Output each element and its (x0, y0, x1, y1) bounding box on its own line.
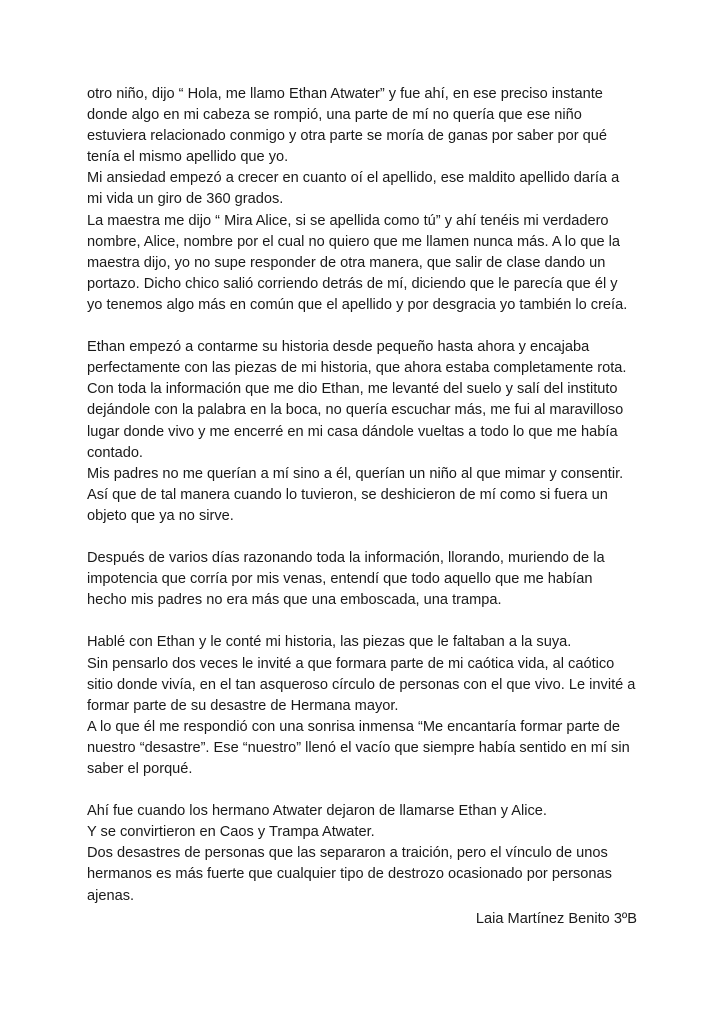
text-line: ajenas. (87, 887, 135, 904)
author-signature: Laia Martínez Benito 3ºB (475, 911, 637, 927)
text-line: A lo que él me respondió con una sonrisa inmensa “Me encantaría formar parte de (87, 718, 620, 735)
text-line: La maestra me dijo “ Mira Alice, si se apellida como tú” y ahí tenéis mi verdadero (87, 212, 609, 229)
paragraph (87, 801, 647, 906)
text-line: dejándole con la palabra en la boca, no quería escuchar más, me fui al maravilloso (87, 402, 624, 419)
paragraph (87, 84, 647, 316)
text-line: objeto que ya no sirve. (87, 507, 234, 524)
text-line: portazo. Dicho chico salió corriendo detrás de mí, diciendo que le parecía que él y (87, 275, 618, 292)
paragraph (87, 548, 647, 611)
paragraph-gap (87, 527, 647, 548)
paragraph-gap (87, 780, 647, 801)
text-line: impotencia que corría por mis venas, entendí que todo aquello que me habían (87, 571, 593, 588)
text-line: Con toda la información que me dio Ethan, me levanté del suelo y salí del instituto (87, 381, 618, 398)
paragraph (87, 337, 647, 527)
text-line: otro niño, dijo “ Hola, me llamo Ethan Atwater” y fue ahí, en ese preciso instante (87, 86, 603, 102)
text-line: contado. (87, 444, 143, 461)
text-line: lugar donde vivo y me encerré en mi casa dándole vueltas a todo lo que me había (87, 423, 618, 440)
text-line: hermanos es más fuerte que cualquier tipo de destrozo ocasionado por personas (87, 866, 612, 883)
text-line: nuestro “desastre”. Ese “nuestro” llenó el vacío que siempre había sentido en mí sin (87, 739, 630, 756)
text-line: Sin pensarlo dos veces le invité a que formara parte de mi caótica vida, al caótico (87, 655, 615, 672)
text-line: nombre, Alice, nombre por el cual no quiero que me llamen nunca más. A lo que la (87, 233, 620, 250)
text-line: formar parte de su desastre de Hermana mayor. (87, 697, 399, 714)
paragraph-gap (87, 316, 647, 337)
text-line: maestra dijo, yo no supe responder de otra manera, que salir de clase dando un (87, 254, 606, 271)
paragraph (87, 632, 647, 780)
text-line: donde algo en mi cabeza se rompió, una parte de mí no quería que ese niño (87, 107, 582, 124)
text-line: sitio donde vivía, en el tan asqueroso círculo de personas con el que vivo. Le invité a (87, 676, 636, 693)
paragraph-gap (87, 611, 647, 632)
text-line: Mi ansiedad empezó a crecer en cuanto oí el apellido, ese maldito apellido daría a (87, 170, 620, 187)
text-line: tenía el mismo apellido que yo. (87, 149, 289, 166)
text-line: Hablé con Ethan y le conté mi historia, las piezas que le faltaban a la suya. (87, 634, 572, 651)
text-line: yo tenemos algo más en común que el apellido y por desgracia yo también lo creía. (87, 296, 628, 313)
text-line: Ahí fue cuando los hermano Atwater dejaron de llamarse Ethan y Alice. (87, 803, 547, 820)
body-text (87, 84, 647, 907)
text-line: Así que de tal manera cuando lo tuvieron, se deshicieron de mí como si fuera un (87, 486, 608, 503)
text-line: estuviera relacionado conmigo y otra parte se moría de ganas por saber por qué (87, 128, 608, 145)
text-line: Y se convirtieron en Caos y Trampa Atwater. (87, 824, 375, 841)
text-line: Mis padres no me querían a mí sino a él, querían un niño al que mimar y consentir. (87, 465, 624, 482)
text-line: Ethan empezó a contarme su historia desde pequeño hasta ahora y encajaba (87, 339, 590, 356)
text-line: mi vida un giro de 360 grados. (87, 191, 284, 208)
text-line: perfectamente con las piezas de mi historia, que ahora estaba completamente rota. (87, 360, 627, 377)
text-line: Después de varios días razonando toda la información, llorando, muriendo de la (87, 550, 605, 567)
text-line: saber el porqué. (87, 761, 193, 777)
text-line: Dos desastres de personas que las separaron a traición, pero el vínculo de unos (87, 845, 608, 862)
text-line: hecho mis padres no era más que una emboscada, una trampa. (87, 592, 502, 609)
